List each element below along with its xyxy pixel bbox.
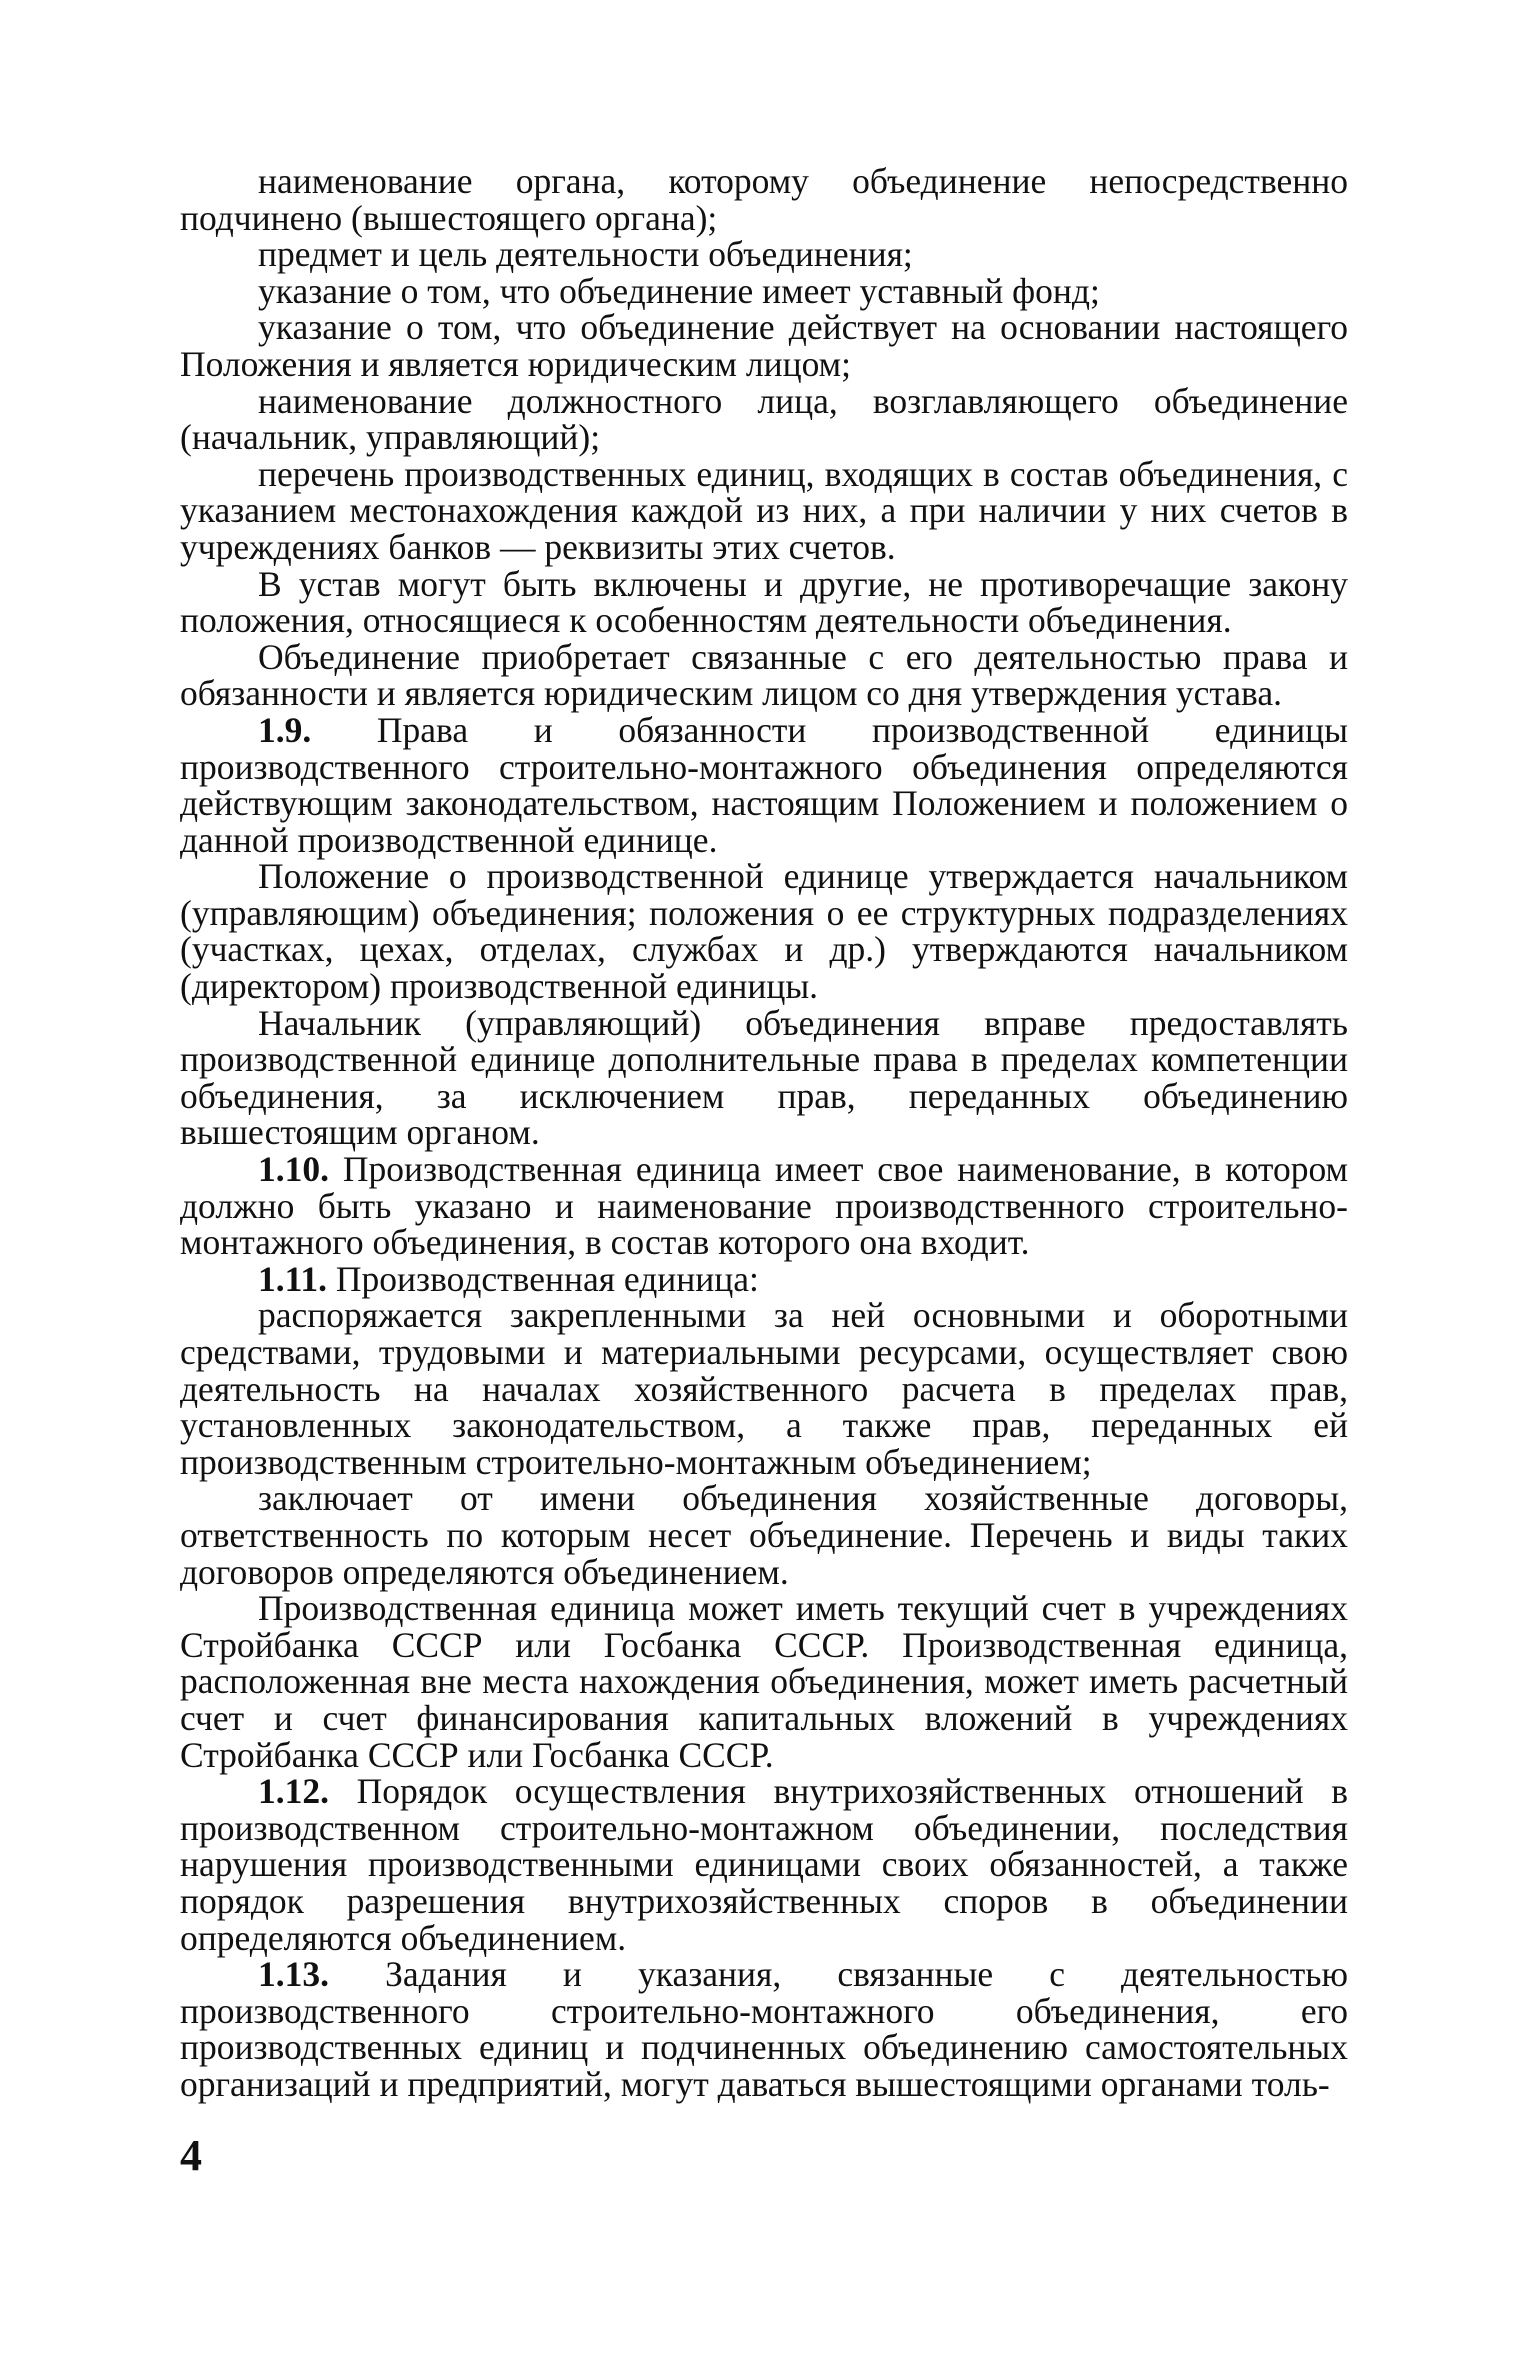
paragraph: [180, 270, 1348, 311]
document-body: [180, 163, 1348, 2102]
paragraph-text: наименование должностного лица, возглавляющего объединение (начальник, управляющий);: [180, 380, 1348, 458]
paragraph-text: указание о том, что объединение действует на основании настоящего Положения и является юридическим лицом;: [180, 307, 1348, 384]
paragraph: [180, 636, 1348, 714]
paragraph: [180, 1258, 1348, 1299]
paragraph: [180, 236, 1348, 273]
paragraph: [180, 1590, 1348, 1773]
paragraph-text: Порядок осуществления внутрихозяйственных отношений в производственном строительно-монтажном объединении, последствия нарушения производственными единицами своих обязанностей, а также порядок разрешения внутрихозяйственных споров в объединении определяются объединением.: [180, 1771, 1348, 1958]
paragraph-number: 1.11.: [258, 1258, 328, 1299]
paragraph-text: распоряжается закрепленными за ней основными и оборотными средствами, трудовыми и материальными ресурсами, осуществляет свою деятельность на началах хозяйственного расчета в пределах прав, установленных законодательством, а также прав, переданных ей производственным строительно-монтажным объединением;: [180, 1295, 1348, 1482]
paragraph-text: Производственная единица имеет свое наименование, в котором должно быть указано и наименование производственного строительно-монтажного объединения, в состав которого она входит.: [180, 1149, 1348, 1263]
paragraph-text: перечень производственных единиц, входящих в состав объединения, с указанием местонахождения каждой из них, а при наличии у них счетов в учреждениях банков — реквизиты этих счетов.: [180, 453, 1348, 567]
paragraph: [180, 1773, 1348, 1956]
paragraph-text: заключает от имени объединения хозяйственные договоры, ответственность по которым несет объединение. Перечень и виды таких договоров определяются объединением.: [180, 1478, 1348, 1592]
paragraph-text: наименование органа, которому объединение непосредственно подчинено (вышестоящего органа);: [180, 161, 1348, 238]
paragraph: [180, 163, 1348, 236]
paragraph: [180, 709, 1348, 860]
paragraph-text: Производственная единица может иметь текущий счет в учреждениях Стройбанка СССР или Госбанка СССР. Производственная единица, расположенная вне места нахождения объединения, может иметь расчетный счет и счет финансирования капитальных вложений в учреждениях Стройбанка СССР или Госбанка СССР.: [180, 1588, 1348, 1775]
paragraph-text: Положение о производственной единице утверждается начальником (управляющим) объединения; положения о ее структурных подразделениях (участках, цехах, отделах, службах и др.) утверждаются начальником (директором) производственной единицы.: [180, 856, 1348, 1007]
paragraph: [180, 1480, 1348, 1590]
paragraph-text: Начальник (управляющий) объединения вправе предоставлять производственной единице дополнительные права в пределах компетенции объединения, за исключением прав, переданных объединению вышестоящим органом.: [180, 1002, 1348, 1153]
paragraph-number: 1.13.: [258, 1954, 329, 1995]
paragraph: [180, 1956, 1348, 2102]
paragraph-number: 1.10.: [258, 1149, 329, 1190]
paragraph-text: Объединение приобретает связанные с его деятельностью права и обязанности и является юридическим лицом со дня утверждения устава.: [180, 636, 1348, 714]
paragraph: [180, 309, 1348, 382]
page-number: 4: [180, 2131, 202, 2180]
paragraph-text: Задания и указания, связанные с деятельностью производственного строительно-монтажного объединения, его производственных единиц и подчиненных объединению самостоятельных организаций и предприятий, могут даваться вышестоящими органами толь-: [180, 1954, 1348, 2104]
paragraph-text: предмет и цель деятельности объединения;: [258, 234, 913, 275]
paragraph-text: В устав могут быть включены и другие, не противоречащие закону положения, относящиеся к особенностям деятельности объединения.: [180, 563, 1348, 641]
paragraph: [180, 1151, 1348, 1261]
paragraph-text: Производственная единица:: [335, 1258, 759, 1299]
paragraph-text: указание о том, что объединение имеет уставный фонд;: [258, 270, 1100, 311]
paragraph-text: Права и обязанности производственной единицы производственного строительно-монтажного объединения определяются действующим законодательством, настоящим Положением и положением о данной производственной единице.: [180, 709, 1348, 860]
paragraph-number: 1.12.: [258, 1771, 329, 1812]
paragraph: [180, 453, 1348, 567]
paragraph: [180, 563, 1348, 641]
paragraph-number: 1.9.: [258, 709, 312, 750]
paragraph: [180, 380, 1348, 458]
paragraph: [180, 1297, 1348, 1480]
paragraph: [180, 1002, 1348, 1153]
paragraph: [180, 856, 1348, 1007]
